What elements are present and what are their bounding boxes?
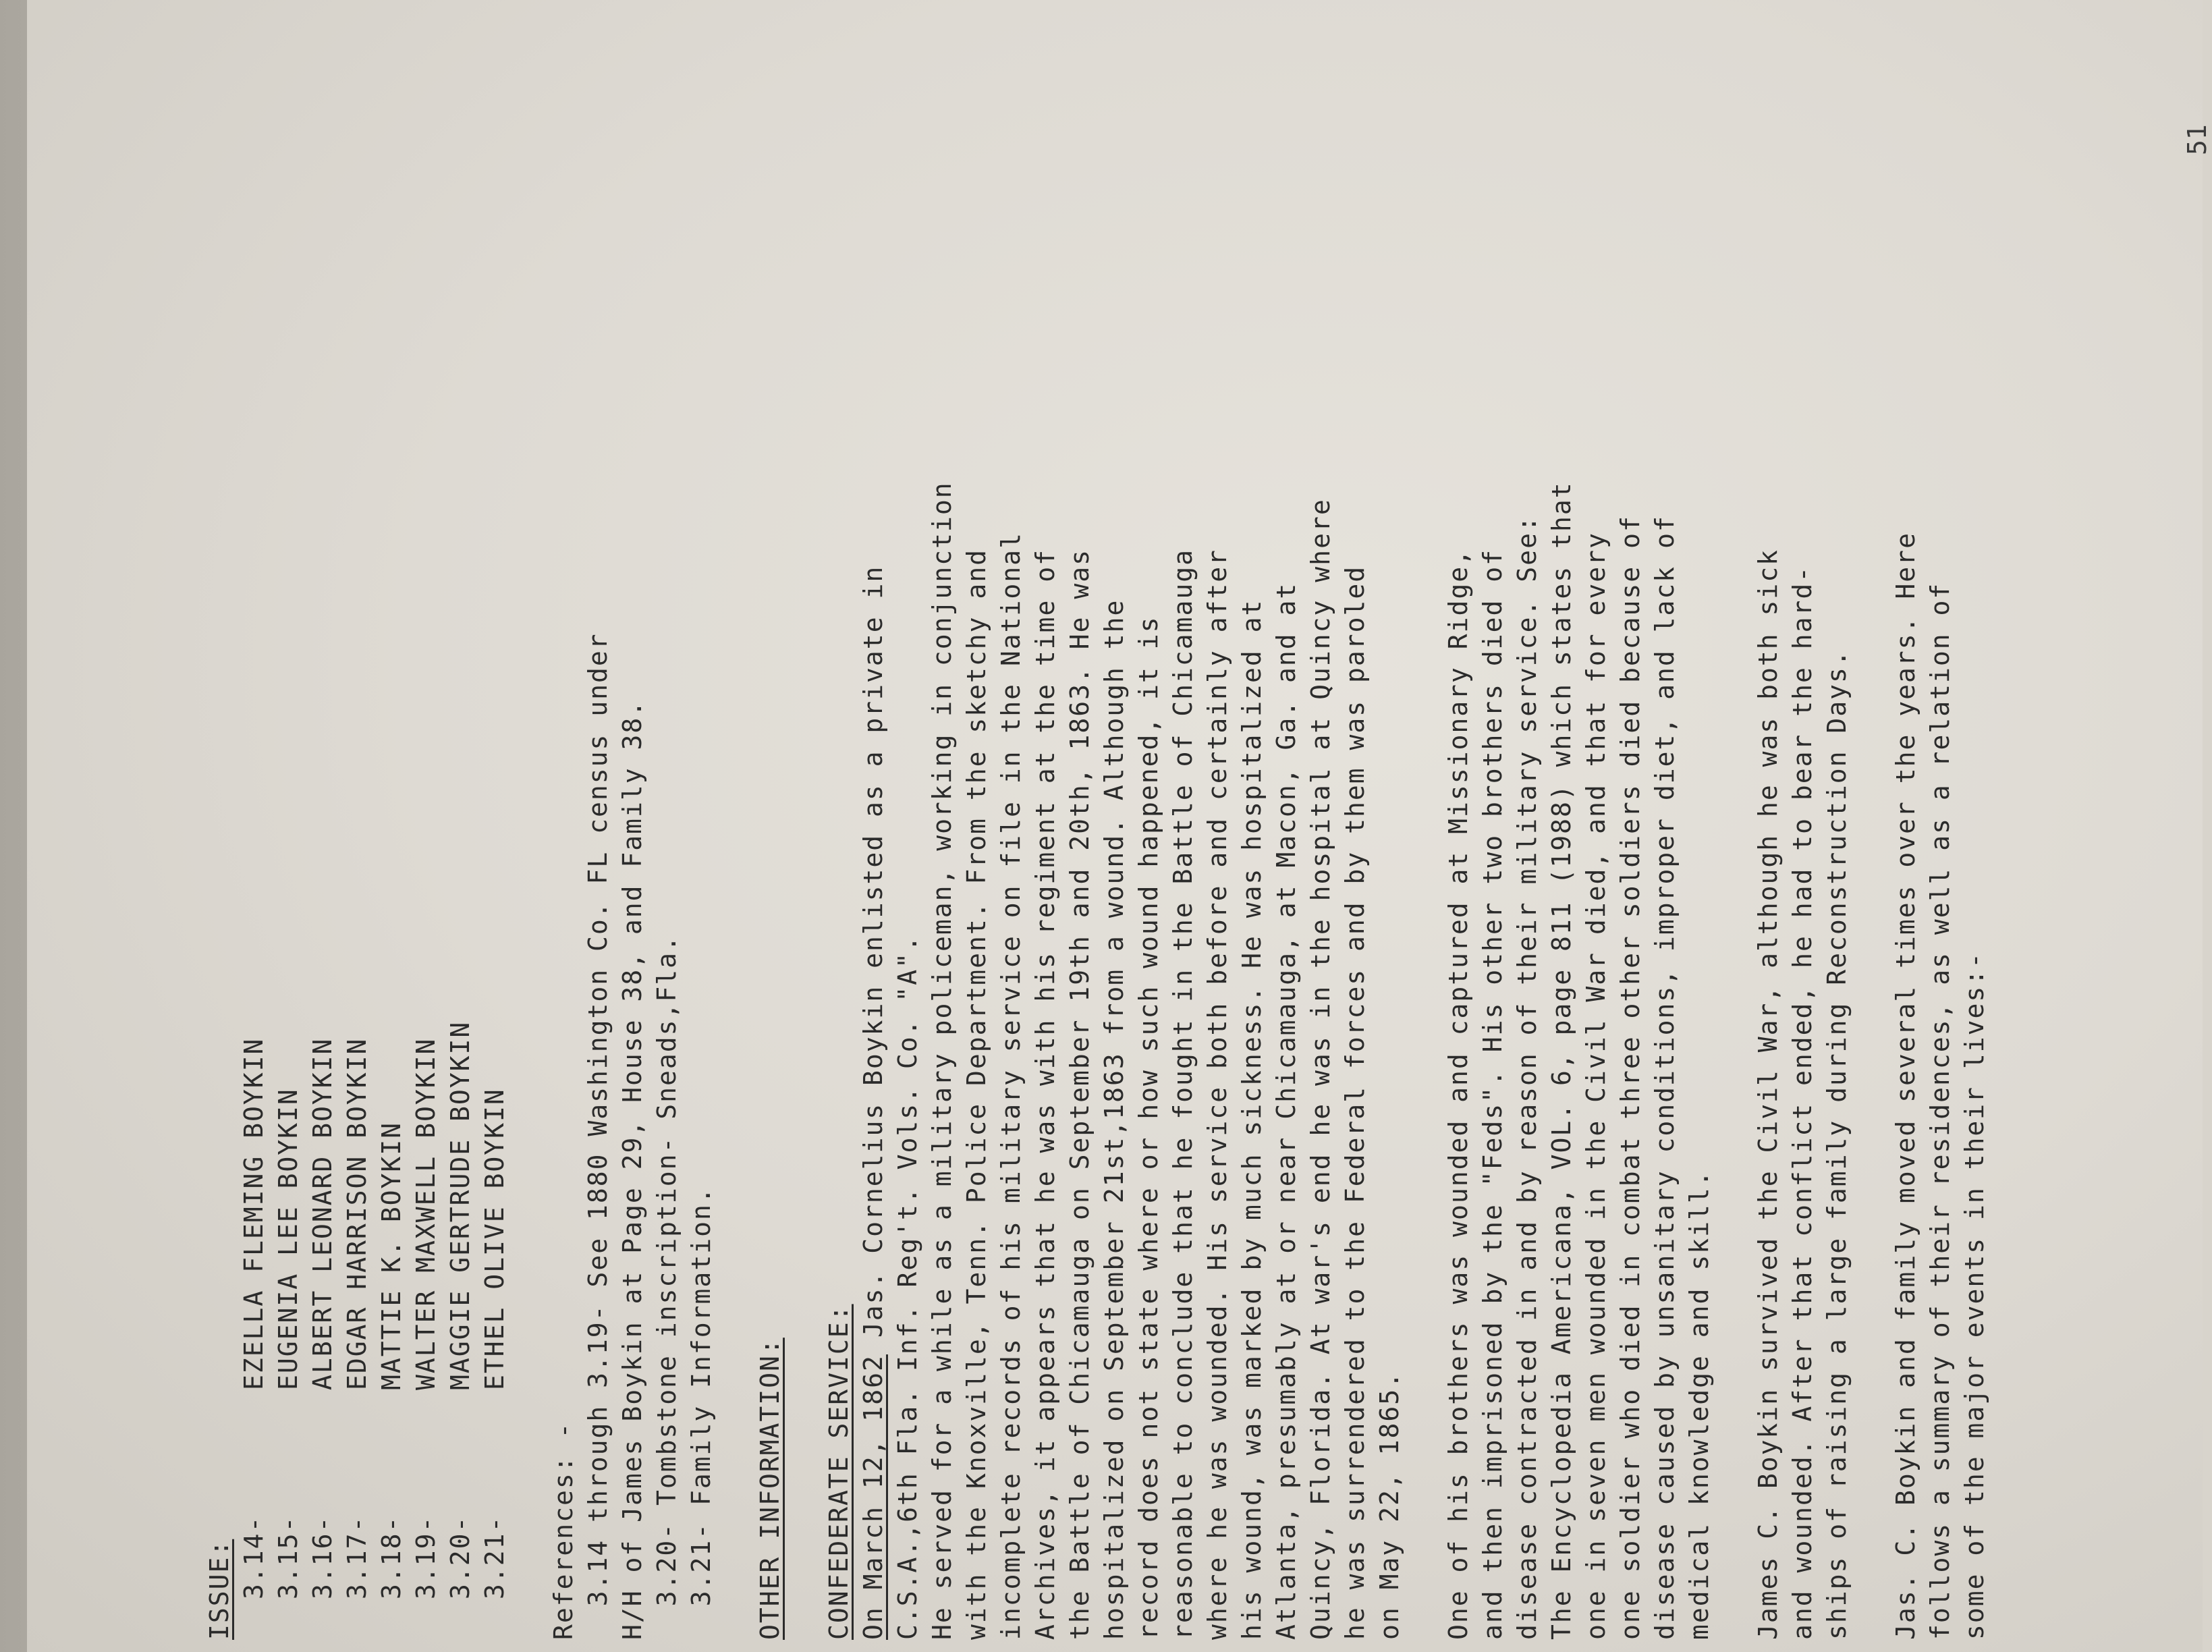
text-line: Atlanta, presumably at or near Chicamauga, at Macon, Ga. and at bbox=[1271, 582, 1301, 1640]
issue-number: 3.19- bbox=[411, 1515, 441, 1599]
text-line: and then imprisoned by the "Feds". His other two brothers died of bbox=[1478, 548, 1508, 1640]
issue-name: ALBERT LEONARD BOYKIN bbox=[308, 1037, 337, 1390]
reference-line: 3.21- Family Information. bbox=[686, 1186, 716, 1640]
text-line: on May 22, 1865. bbox=[1375, 1371, 1404, 1640]
references-heading: References: - bbox=[549, 1421, 578, 1640]
issue-heading: ISSUE: bbox=[204, 1539, 234, 1640]
text-line: where he was wounded. His service both before and certainly after bbox=[1202, 548, 1232, 1640]
text-line: one soldier who died in combat three other soldiers died because of bbox=[1615, 515, 1645, 1640]
text-line: with the Knoxville, Tenn. Police Department. From the sketchy and bbox=[962, 548, 991, 1640]
other-information-heading: OTHER INFORMATION: bbox=[755, 1338, 785, 1640]
issue-number: 3.17- bbox=[342, 1515, 372, 1599]
issue-item bbox=[443, 61, 478, 1640]
text-line: Jas. C. Boykin and family moved several times over the years. Here bbox=[1891, 532, 1920, 1640]
text-line: He served for a while as a military policeman, working in conjunction bbox=[927, 481, 957, 1640]
brothers-paragraph bbox=[1441, 61, 1717, 1640]
page-number: 51 bbox=[2182, 124, 2212, 155]
confederate-service-heading: CONFEDERATE SERVICE: bbox=[824, 1304, 854, 1640]
issue-item bbox=[409, 61, 443, 1640]
text-line: one in seven men wounded in the Civil War died, and that for every bbox=[1581, 532, 1611, 1640]
issue-item bbox=[306, 61, 340, 1640]
issue-name: MAGGIE GERTRUDE BOYKIN bbox=[445, 1020, 475, 1390]
text-line: some of the major events in their lives:- bbox=[1960, 952, 1989, 1640]
issue-item bbox=[340, 61, 375, 1640]
text-line: One of his brothers was wounded and captured at Missionary Ridge, bbox=[1443, 548, 1473, 1640]
summary-paragraph bbox=[1889, 61, 1992, 1640]
issue-name: EUGENIA LEE BOYKIN bbox=[273, 1088, 303, 1390]
issue-name: EZELLA FLEMING BOYKIN bbox=[239, 1037, 269, 1390]
issue-number: 3.20- bbox=[445, 1515, 475, 1599]
confederate-service-first-line: On March 12, 1862 Jas. Cornelius Boykin enlisted as a private in bbox=[858, 565, 888, 1640]
text-line: incomplete records of his military service on file in the National bbox=[996, 532, 1026, 1640]
text-line: follows a summary of their residences, as well as a relation of bbox=[1925, 582, 1955, 1640]
typed-document bbox=[202, 61, 2092, 1640]
text-line: medical knowledge and skill. bbox=[1684, 1169, 1714, 1640]
issue-name: ETHEL OLIVE BOYKIN bbox=[480, 1088, 509, 1390]
text-line: The Encyclopedia Americana, VOL. 6, page 811 (1988) which states that bbox=[1547, 481, 1576, 1640]
reference-line: 3.20- Tombstone inscription- Sneads,Fla. bbox=[652, 935, 682, 1640]
issue-number: 3.21- bbox=[480, 1515, 509, 1599]
text-line: disease contracted in and by reason of their military service. See: bbox=[1512, 515, 1542, 1640]
issue-number: 3.16- bbox=[308, 1515, 337, 1599]
issue-number: 3.15- bbox=[273, 1515, 303, 1599]
text-line: ships of raising a large family during Reconstruction Days. bbox=[1822, 649, 1852, 1640]
text-line: his wound, was marked by much sickness. He was hospitalized at bbox=[1237, 599, 1267, 1640]
issue-item bbox=[271, 61, 306, 1640]
issue-name: MATTIE K. BOYKIN bbox=[377, 1121, 406, 1390]
text-line: and wounded. After that conflict ended, he had to bear the hard- bbox=[1788, 565, 1817, 1640]
text-line: hospitalized on September 21st,1863 from a wound. Although the bbox=[1099, 599, 1129, 1640]
text-line: reasonable to conclude that he fought in the Battle of Chicamauga bbox=[1168, 548, 1198, 1640]
reference-line: H/H of James Boykin at Page 29, House 38, and Family 38. bbox=[617, 699, 647, 1640]
references-lines bbox=[581, 61, 719, 1640]
text-line: record does not state where or how such wound happened, it is bbox=[1134, 615, 1163, 1640]
text-line: he was surrendered to the Federal forces and by them was paroled bbox=[1340, 565, 1370, 1640]
issue-item bbox=[478, 61, 512, 1640]
confederate-service-text bbox=[891, 61, 1407, 1640]
issue-number: 3.18- bbox=[377, 1515, 406, 1599]
text-line: Archives, it appears that he was with his regiment at the time of bbox=[1030, 548, 1060, 1640]
text-line: James C. Boykin survived the Civil War, although he was both sick bbox=[1753, 548, 1783, 1640]
text-line: the Battle of Chicamauga on September 19th and 20th, 1863. He was bbox=[1065, 548, 1095, 1640]
issue-number: 3.14- bbox=[239, 1515, 269, 1599]
text-line: C.S.A.,6th Fla. Inf. Reg't. Vols. Co. "A". bbox=[893, 935, 922, 1640]
reference-line: 3.14 through 3.19- See 1880 Washington Co. FL census under bbox=[583, 632, 613, 1640]
issue-name: EDGAR HARRISON BOYKIN bbox=[342, 1037, 372, 1390]
text-line: disease caused by unsanitary conditions, improper diet, and lack of bbox=[1650, 515, 1680, 1640]
issue-item bbox=[237, 61, 271, 1640]
issue-item bbox=[375, 61, 409, 1640]
issue-name: WALTER MAXWELL BOYKIN bbox=[411, 1037, 441, 1390]
survived-paragraph bbox=[1751, 61, 1854, 1640]
issue-list bbox=[237, 61, 512, 1640]
text-line: Quincy, Florida. At war's end he was in the hospital at Quincy where bbox=[1306, 498, 1335, 1640]
